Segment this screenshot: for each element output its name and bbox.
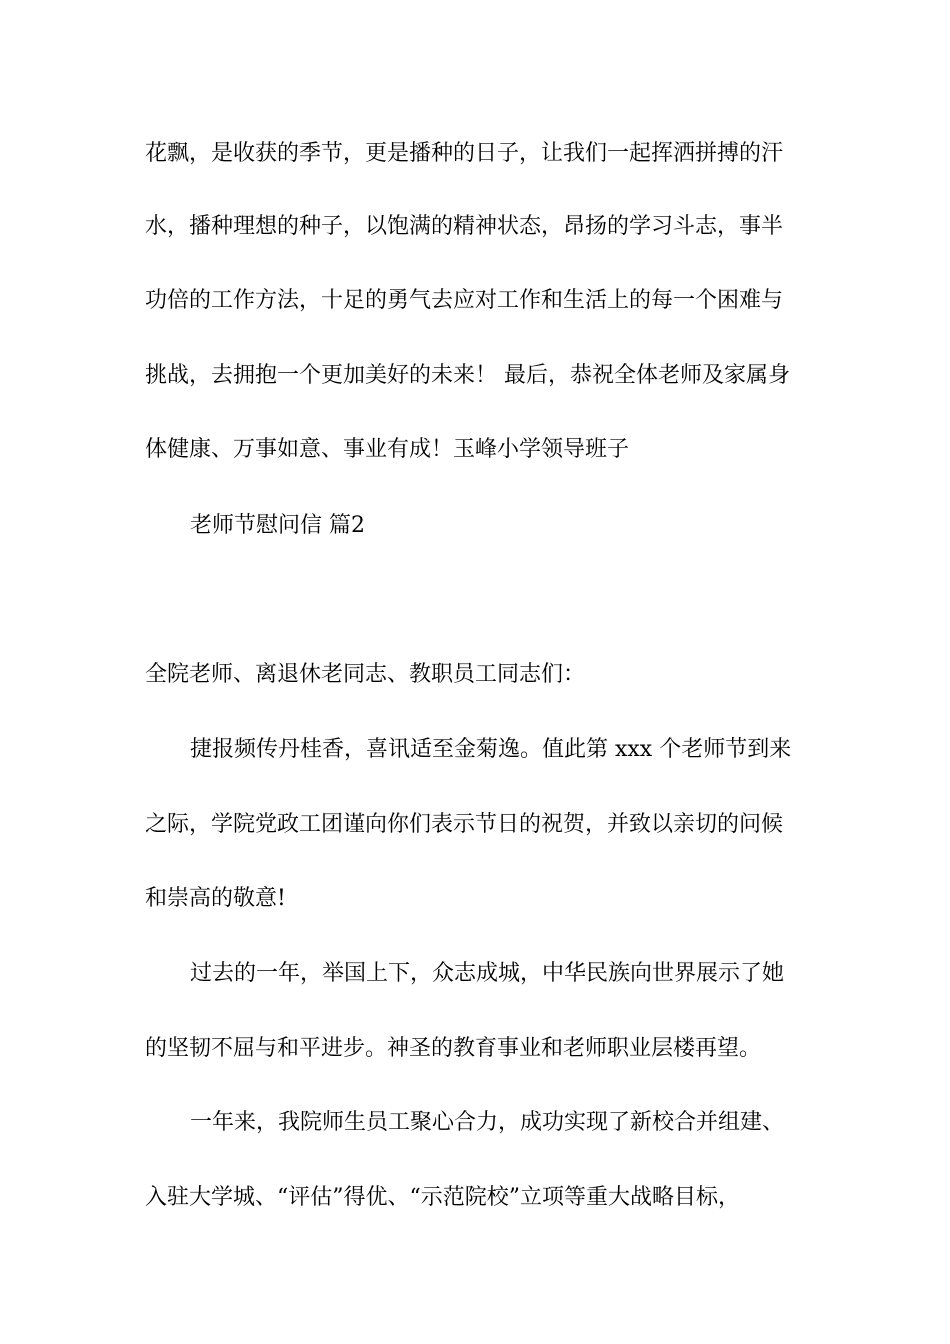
section-title: 老师节慰问信 篇2	[190, 513, 365, 538]
paragraph-line: 的坚韧不屈与和平进步。神圣的教育事业和老师职业层楼再望。	[145, 1036, 762, 1061]
paragraph-line: 捷报频传丹桂香，喜讯适至金菊逸。值此第 xxx 个老师节到来	[190, 737, 792, 762]
text-line: 花飘，是收获的季节，更是播种的日子，让我们一起挥洒拼搏的汗	[145, 141, 784, 166]
paragraph-line: 入驻大学城、“评估”得优、“示范院校”立项等重大战略目标，	[145, 1185, 740, 1210]
text-line: 水，播种理想的种子，以饱满的精神状态，昂扬的学习斗志，事半	[145, 214, 784, 239]
paragraph-line: 和崇高的敬意!	[145, 886, 286, 911]
paragraph-line: 之际，学院党政工团谨向你们表示节日的祝贺，并致以亲切的问候	[145, 812, 784, 837]
paragraph-line: 过去的一年，举国上下，众志成城，中华民族向世界展示了她	[190, 961, 785, 986]
text-line: 功倍的工作方法，十足的勇气去应对工作和生活上的每一个困难与	[145, 288, 784, 313]
paragraph-line: 一年来，我院师生员工聚心合力，成功实现了新校合并组建、	[190, 1110, 785, 1135]
salutation: 全院老师、离退休老同志、教职员工同志们：	[145, 662, 586, 687]
text-line: 体健康、万事如意、事业有成！玉峰小学领导班子	[145, 437, 630, 462]
text-line: 挑战，去拥抱一个更加美好的未来！ 最后，恭祝全体老师及家属身	[145, 363, 790, 388]
